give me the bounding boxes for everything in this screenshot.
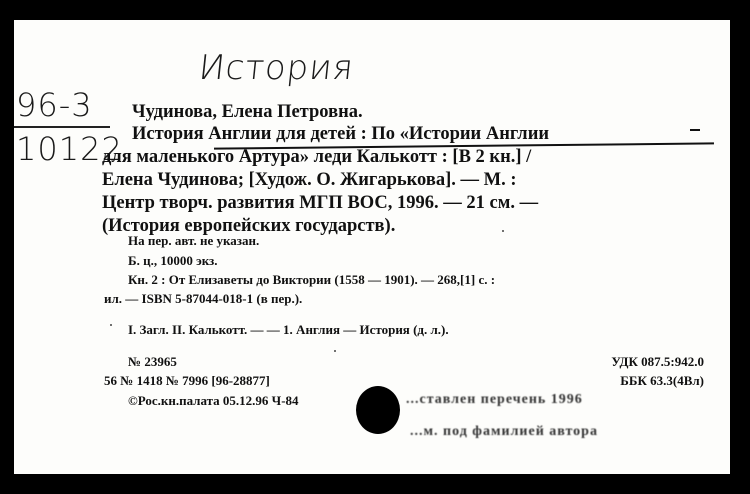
margin-dash: [690, 129, 700, 131]
handwritten-inventory-number: 10122: [16, 130, 123, 168]
shelf-mark-underline: [14, 126, 110, 128]
ink-blot: [356, 386, 400, 434]
catalog-card: [14, 20, 730, 474]
author-heading: Чудинова, Елена Петровна.: [132, 102, 363, 122]
handwritten-subject: История: [196, 48, 357, 88]
bbk-code: ББК 63.3(4Вл): [620, 373, 704, 388]
handwritten-shelf-mark: 96-3: [16, 86, 93, 124]
note-line-4: ил. — ISBN 5-87044-018-1 (в пер.).: [104, 291, 303, 306]
book-chamber-line: 56 № 1418 № 7996 [96-28877]: [104, 373, 270, 388]
title-line-4: Центр творч. развития МГП ВОС, 1996. — 21 см. —: [102, 193, 539, 213]
stamp-text-2: ...м. под фамилией автора: [410, 424, 598, 439]
record-number: № 23965: [128, 354, 177, 369]
copyright-line: ©Рос.кн.палата 05.12.96 Ч-84: [128, 393, 299, 408]
title-line-2: для маленького Артура» леди Калькотт : [В 2 кн.] /: [102, 147, 532, 167]
speck: [502, 230, 504, 232]
title-line-5: (История европейских государств).: [102, 216, 396, 236]
subject-tracings: I. Загл. II. Калькотт. — — 1. Англия — История (д. л.).: [128, 322, 449, 337]
note-line-1: На пер. авт. не указан.: [128, 233, 260, 248]
stamp-text-1: ...ставлен перечень 1996: [406, 392, 583, 407]
speck: [110, 324, 112, 326]
udk-code: УДК 087.5:942.0: [611, 354, 704, 369]
title-line-3: Елена Чудинова; [Худож. О. Жигарькова]. — М. :: [102, 170, 517, 190]
note-line-2: Б. ц., 10000 экз.: [128, 253, 218, 268]
title-line-1: История Англии для детей : По «Истории Англии: [132, 124, 550, 144]
speck: [334, 350, 336, 352]
note-line-3: Кн. 2 : От Елизаветы до Виктории (1558 — 1901). — 268,[1] с. :: [128, 272, 496, 287]
